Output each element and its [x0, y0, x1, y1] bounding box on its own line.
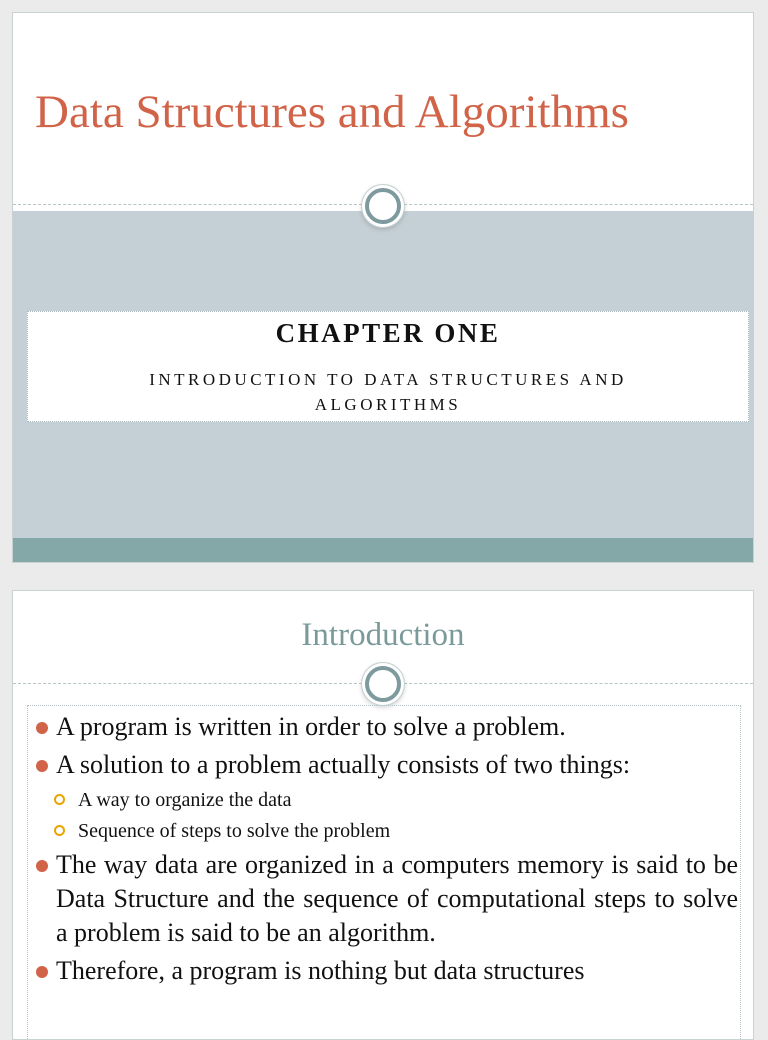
- bullet-text: A solution to a problem actually consists of two things:: [56, 750, 631, 779]
- bullet-dot-icon: [36, 860, 48, 872]
- bullet-dot-icon: [36, 966, 48, 978]
- sub-bullet-text: Sequence of steps to solve the problem: [78, 820, 391, 842]
- ring-ornament-icon: [365, 188, 401, 224]
- bullet-text: A program is written in order to solve a problem.: [56, 712, 566, 741]
- chapter-subtitle: INTRODUCTION TO DATA STRUCTURES AND ALGORITHMS: [149, 370, 627, 414]
- bullet-list: [34, 710, 738, 992]
- list-item: [34, 748, 738, 782]
- introduction-slide: [12, 590, 754, 1040]
- presentation-title: Data Structures and Algorithms: [35, 86, 629, 138]
- ring-ornament-icon: [365, 666, 401, 702]
- teal-band: [13, 538, 753, 563]
- bullet-dot-icon: [36, 722, 48, 734]
- sub-bullet-text: A way to organize the data: [78, 789, 292, 811]
- sub-bullet-circle-icon: [54, 794, 65, 805]
- list-item: [34, 954, 738, 988]
- slide-heading: Introduction: [301, 617, 465, 653]
- bullet-text: The way data are organized in a computers memory is said to be Data Structure and the sequence of computational steps to solve a problem is said to be an algorithm.: [56, 850, 738, 947]
- list-item: [34, 848, 738, 950]
- chapter-box: [27, 311, 749, 422]
- bullet-text: Therefore, a program is nothing but data structures: [56, 956, 585, 985]
- bullet-dot-icon: [36, 760, 48, 772]
- sub-list-item: [34, 817, 738, 845]
- content-box: [27, 705, 741, 1040]
- sub-list-item: [34, 786, 738, 814]
- chapter-title: CHAPTER ONE: [275, 318, 501, 348]
- title-slide: [12, 12, 754, 563]
- list-item: [34, 710, 738, 744]
- sub-bullet-circle-icon: [54, 825, 65, 836]
